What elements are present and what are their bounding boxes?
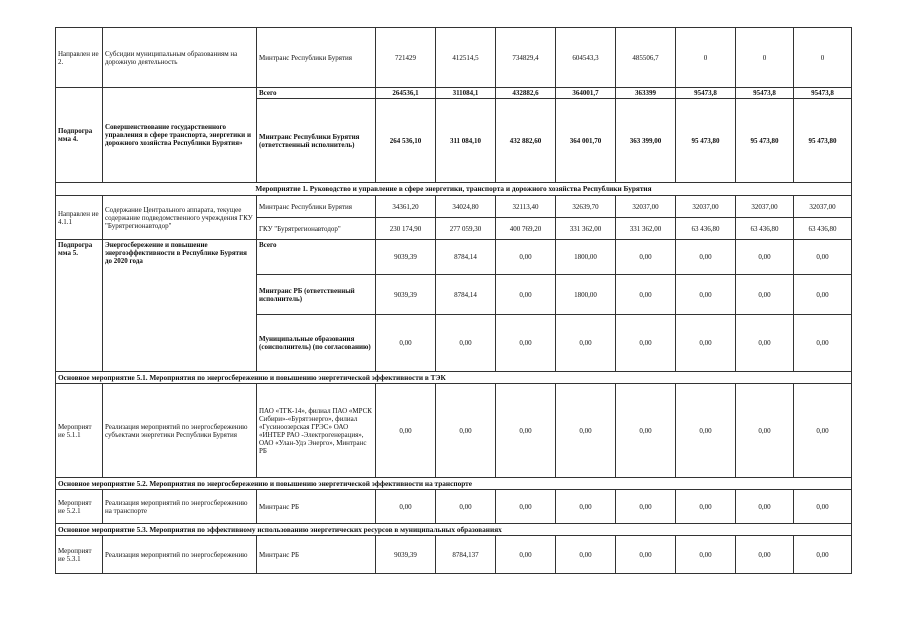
value-cell: 721429	[376, 28, 436, 88]
row-executor: Минтранс РБ	[257, 536, 376, 574]
value-cell: 0,00	[436, 315, 496, 372]
value-cell: 734829,4	[496, 28, 556, 88]
value-cell: 0,00	[376, 315, 436, 372]
table-row	[56, 384, 852, 478]
value-cell: 0,00	[676, 315, 736, 372]
value-cell: 264536,1	[376, 88, 436, 99]
value-cell: 95473,8	[676, 88, 736, 99]
table-row	[56, 28, 852, 88]
value-cell: 95473,8	[736, 88, 794, 99]
value-cell: 0,00	[736, 536, 794, 574]
value-cell: 0,00	[556, 315, 616, 372]
row-code: Направлен ие 2.	[56, 28, 103, 88]
value-cell: 95 473,80	[736, 99, 794, 183]
value-cell: 0,00	[794, 384, 852, 478]
value-cell: 331 362,00	[616, 218, 676, 240]
table-row	[56, 183, 852, 196]
value-cell: 0,00	[736, 240, 794, 275]
value-cell: 0,00	[676, 384, 736, 478]
value-cell: 0,00	[376, 490, 436, 524]
value-cell: 34024,80	[436, 196, 496, 218]
value-cell: 8784,14	[436, 240, 496, 275]
value-cell: 0,00	[616, 315, 676, 372]
value-cell: 0,00	[736, 490, 794, 524]
row-code: Направлен ие 4.1.1	[56, 196, 103, 240]
row-executor: Минтранс РБ (ответственный исполнитель)	[257, 275, 376, 315]
row-executor: ПАО «ТГК-14», филиал ПАО «МРСК Сибири»-«Бурятэнерго», филиал «Гусиноозерская ГРЭС» ОАО «ИНТЕР РАО -Электрогенерация», ОАО «Улан-Удэ Энерго», Минтранс РБ	[257, 384, 376, 478]
value-cell: 32037,00	[736, 196, 794, 218]
value-cell: 0	[676, 28, 736, 88]
value-cell: 32113,40	[496, 196, 556, 218]
row-executor: Минтранс Республики Бурятия	[257, 28, 376, 88]
value-cell: 400 769,20	[496, 218, 556, 240]
table-row	[56, 478, 852, 490]
value-cell: 364 001,70	[556, 99, 616, 183]
value-cell: 32037,00	[616, 196, 676, 218]
section-heading: Основное мероприятие 5.1. Мероприятия по энергосбережению и повышению энергетической эффективности в ТЭК	[56, 372, 852, 384]
value-cell: 0,00	[616, 384, 676, 478]
value-cell: 0,00	[496, 536, 556, 574]
row-name: Содержание Центрального аппарата, текущее содержание подведомственного учреждения ГКУ "Бурятрегионавтодор"	[103, 196, 257, 240]
row-code: Мероприят ие 5.3.1	[56, 536, 103, 574]
row-executor: Всего	[257, 240, 376, 275]
value-cell: 0	[736, 28, 794, 88]
value-cell: 0,00	[616, 490, 676, 524]
value-cell: 8784,137	[436, 536, 496, 574]
value-cell: 264 536,10	[376, 99, 436, 183]
table-row	[56, 240, 852, 275]
value-cell: 0,00	[794, 275, 852, 315]
value-cell: 0,00	[616, 536, 676, 574]
value-cell: 32639,70	[556, 196, 616, 218]
row-executor: Муниципальные образования (соисполнитель) (по согласованию)	[257, 315, 376, 372]
row-name: Реализация мероприятий по энергосбережению	[103, 536, 257, 574]
value-cell: 0,00	[496, 275, 556, 315]
value-cell: 0,00	[676, 490, 736, 524]
value-cell: 0,00	[616, 275, 676, 315]
value-cell: 0,00	[556, 536, 616, 574]
value-cell: 0,00	[556, 384, 616, 478]
row-name: Субсидии муниципальным образованиям на дорожную деятельность	[103, 28, 257, 88]
row-name: Совершенствование государственного управления в сфере транспорта, энергетики и дорожного хозяйства Республики Бурятия»	[103, 88, 257, 183]
value-cell: 0,00	[794, 315, 852, 372]
value-cell: 363 399,00	[616, 99, 676, 183]
value-cell: 0	[794, 28, 852, 88]
row-executor: Всего	[257, 88, 376, 99]
value-cell: 0,00	[736, 315, 794, 372]
value-cell: 0,00	[676, 275, 736, 315]
value-cell: 432882,6	[496, 88, 556, 99]
value-cell: 412514,5	[436, 28, 496, 88]
value-cell: 8784,14	[436, 275, 496, 315]
value-cell: 1800,00	[556, 240, 616, 275]
row-code: Подпрогра мма 4.	[56, 88, 103, 183]
table-row	[56, 490, 852, 524]
section-heading: Основное мероприятие 5.2. Мероприятия по энергосбережению и повышению энергетической эффективности на транспорте	[56, 478, 852, 490]
value-cell: 0,00	[736, 384, 794, 478]
value-cell: 432 882,60	[496, 99, 556, 183]
value-cell: 0,00	[616, 240, 676, 275]
value-cell: 0,00	[496, 315, 556, 372]
value-cell: 0,00	[794, 240, 852, 275]
value-cell: 63 436,80	[676, 218, 736, 240]
program-funding-table	[55, 27, 852, 574]
value-cell: 32037,00	[794, 196, 852, 218]
value-cell: 277 059,30	[436, 218, 496, 240]
value-cell: 95473,8	[794, 88, 852, 99]
value-cell: 0,00	[376, 384, 436, 478]
value-cell: 0,00	[676, 240, 736, 275]
table-row	[56, 536, 852, 574]
value-cell: 0,00	[436, 384, 496, 478]
row-name: Реализация мероприятий по энергосбережению субъектами энергетики Республики Бурятия	[103, 384, 257, 478]
value-cell: 0,00	[794, 536, 852, 574]
value-cell: 63 436,80	[794, 218, 852, 240]
row-executor: Минтранс РБ	[257, 490, 376, 524]
value-cell: 0,00	[736, 275, 794, 315]
value-cell: 1800,00	[556, 275, 616, 315]
row-code: Мероприят ие 5.2.1	[56, 490, 103, 524]
value-cell: 311084,1	[436, 88, 496, 99]
value-cell: 230 174,90	[376, 218, 436, 240]
table-row	[56, 88, 852, 99]
value-cell: 311 084,10	[436, 99, 496, 183]
value-cell: 9039,39	[376, 536, 436, 574]
value-cell: 363399	[616, 88, 676, 99]
row-code: Подпрогра мма 5.	[56, 240, 103, 372]
value-cell: 604543,3	[556, 28, 616, 88]
table-row	[56, 372, 852, 384]
value-cell: 0,00	[556, 490, 616, 524]
value-cell: 95 473,80	[676, 99, 736, 183]
row-name: Энергосбережение и повышение энергоэффективности в Республике Бурятия до 2020 года	[103, 240, 257, 372]
row-executor: ГКУ "Бурятрегионавтодор"	[257, 218, 376, 240]
value-cell: 95 473,80	[794, 99, 852, 183]
value-cell: 32037,00	[676, 196, 736, 218]
value-cell: 364001,7	[556, 88, 616, 99]
value-cell: 331 362,00	[556, 218, 616, 240]
value-cell: 0,00	[794, 490, 852, 524]
row-code: Мероприят ие 5.1.1	[56, 384, 103, 478]
value-cell: 485506,7	[616, 28, 676, 88]
row-executor: Минтранс Республики Бурятия (ответственный исполнитель)	[257, 99, 376, 183]
row-executor: Минтранс Республики Бурятия	[257, 196, 376, 218]
section-heading: Основное мероприятие 5.3. Мероприятия по эффективному использованию энергетических ресурсов в муниципальных образованиях	[56, 524, 852, 536]
value-cell: 0,00	[496, 490, 556, 524]
section-heading: Мероприятие 1. Руководство и управление в сфере энергетики, транспорта и дорожного хозяйства Республики Бурятия	[56, 183, 852, 196]
value-cell: 34361,20	[376, 196, 436, 218]
value-cell: 0,00	[496, 384, 556, 478]
value-cell: 9039,39	[376, 240, 436, 275]
value-cell: 0,00	[676, 536, 736, 574]
table-row	[56, 524, 852, 536]
row-name: Реализация мероприятий по энергосбережению на транспорте	[103, 490, 257, 524]
value-cell: 0,00	[496, 240, 556, 275]
table-row	[56, 196, 852, 218]
value-cell: 0,00	[436, 490, 496, 524]
value-cell: 63 436,80	[736, 218, 794, 240]
value-cell: 9039,39	[376, 275, 436, 315]
